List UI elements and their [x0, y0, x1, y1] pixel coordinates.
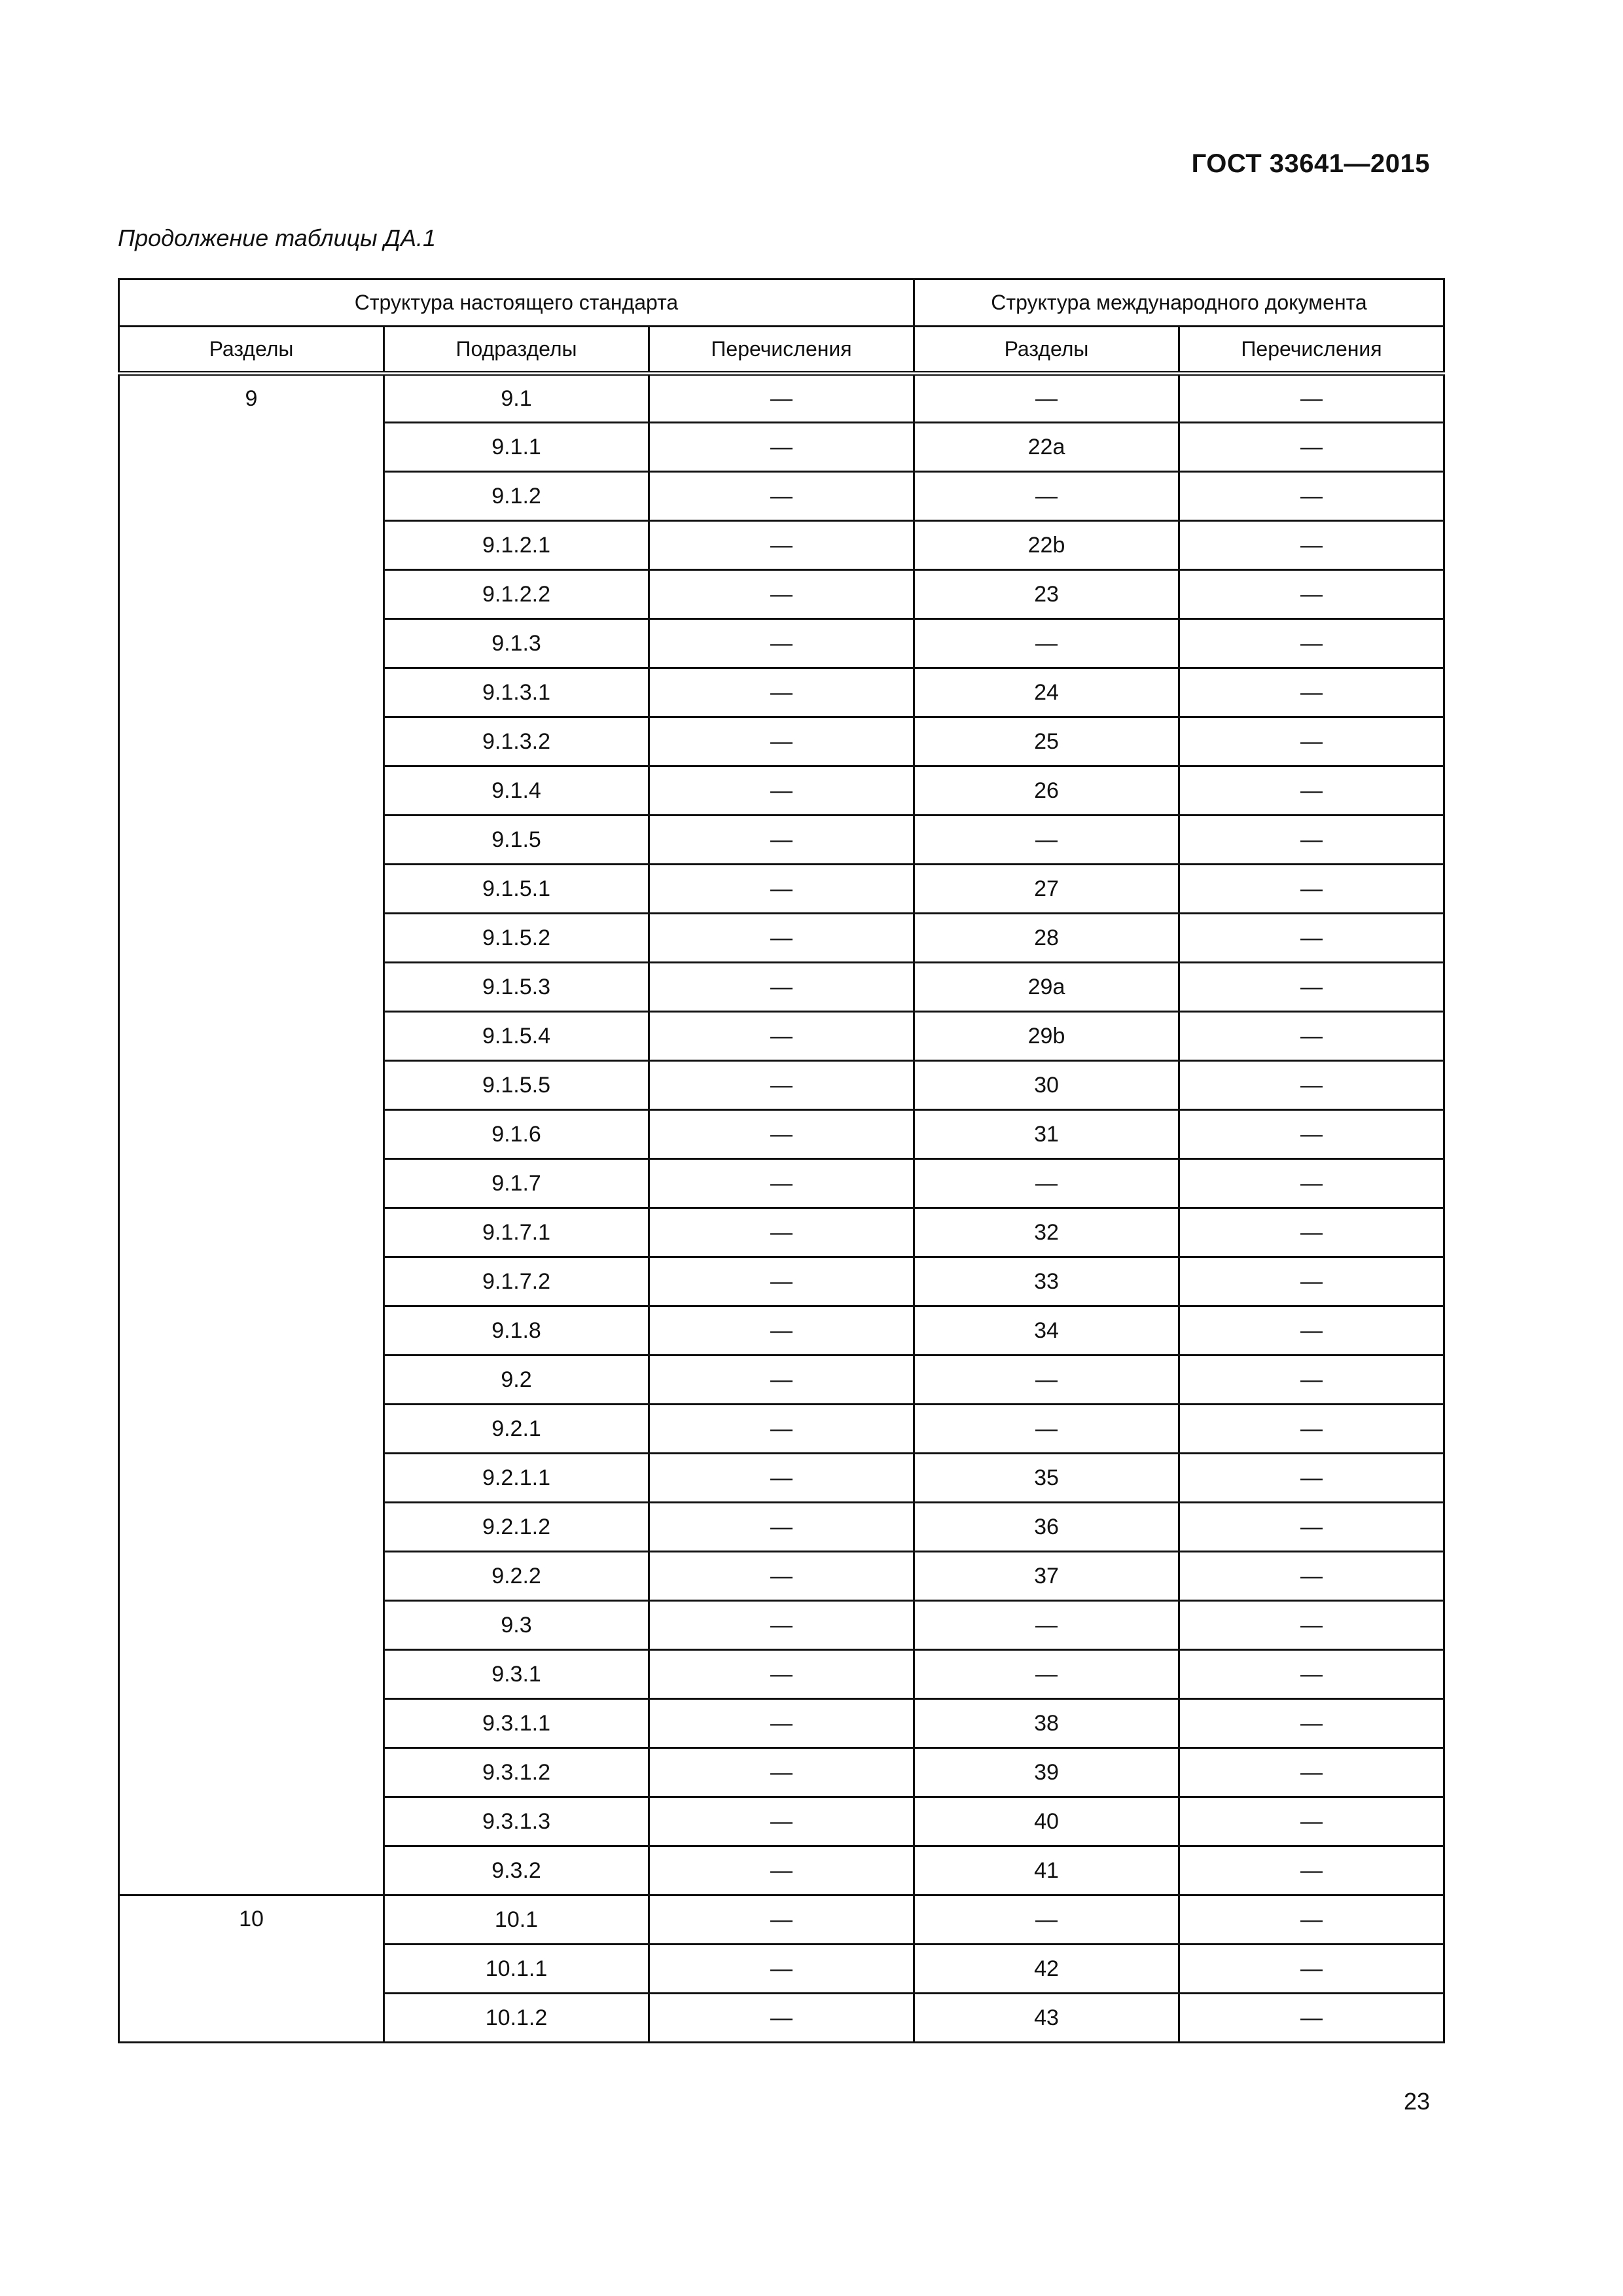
intl-section-cell: 42 [914, 1945, 1179, 1994]
intl-section-cell: 27 [914, 865, 1179, 914]
subsection-cell: 9.1.4 [384, 766, 649, 816]
subsection-cell: 9.1.2 [384, 472, 649, 521]
enumeration-cell: — [649, 1208, 914, 1257]
enumeration-cell: — [649, 570, 914, 619]
intl-enumeration-cell: — [1179, 423, 1444, 472]
subsection-cell: 9.1.3 [384, 619, 649, 668]
intl-enumeration-cell: — [1179, 865, 1444, 914]
intl-enumeration-cell: — [1179, 1846, 1444, 1895]
intl-section-cell: — [914, 619, 1179, 668]
subsection-cell: 9.1.5.3 [384, 963, 649, 1012]
enumeration-cell: — [649, 374, 914, 423]
enumeration-cell: — [649, 717, 914, 766]
enumeration-cell: — [649, 963, 914, 1012]
intl-enumeration-cell: — [1179, 1306, 1444, 1355]
intl-section-cell: 25 [914, 717, 1179, 766]
intl-enumeration-cell: — [1179, 1895, 1444, 1945]
intl-enumeration-cell: — [1179, 1159, 1444, 1208]
intl-section-cell: 24 [914, 668, 1179, 717]
enumeration-cell: — [649, 914, 914, 963]
intl-enumeration-cell: — [1179, 1355, 1444, 1405]
intl-enumeration-cell: — [1179, 717, 1444, 766]
subsection-cell: 9.2.1.2 [384, 1503, 649, 1552]
intl-enumeration-cell: — [1179, 619, 1444, 668]
intl-enumeration-cell: — [1179, 1699, 1444, 1748]
intl-section-cell: 40 [914, 1797, 1179, 1846]
subsection-cell: 9.1.2.1 [384, 521, 649, 570]
subsection-cell: 9.3 [384, 1601, 649, 1650]
enumeration-cell: — [649, 1159, 914, 1208]
table-header [119, 279, 1444, 374]
intl-enumeration-cell: — [1179, 668, 1444, 717]
intl-enumeration-cell: — [1179, 1601, 1444, 1650]
intl-enumeration-cell: — [1179, 1748, 1444, 1797]
enumeration-cell: — [649, 865, 914, 914]
subsection-cell: 10.1.1 [384, 1945, 649, 1994]
intl-section-cell: — [914, 1650, 1179, 1699]
intl-enumeration-cell: — [1179, 1208, 1444, 1257]
enumeration-cell: — [649, 1945, 914, 1994]
subsection-cell: 10.1 [384, 1895, 649, 1945]
subsection-cell: 9.3.1.1 [384, 1699, 649, 1748]
page-number: 23 [1403, 2088, 1430, 2115]
intl-enumeration-cell: — [1179, 1257, 1444, 1306]
subsection-cell: 9.1.5.1 [384, 865, 649, 914]
group-header-row [119, 279, 1444, 327]
intl-section-cell: 28 [914, 914, 1179, 963]
enumeration-cell: — [649, 472, 914, 521]
subsection-cell: 9.3.1.3 [384, 1797, 649, 1846]
section-cell: 9 [119, 374, 384, 1895]
intl-section-cell: — [914, 472, 1179, 521]
group-header-standard: Структура настоящего стандарта [119, 279, 914, 327]
enumeration-cell: — [649, 1601, 914, 1650]
enumeration-cell: — [649, 1306, 914, 1355]
enumeration-cell: — [649, 1650, 914, 1699]
intl-section-cell: 37 [914, 1552, 1179, 1601]
subsection-cell: 9.1.6 [384, 1110, 649, 1159]
enumeration-cell: — [649, 1355, 914, 1405]
subsection-cell: 9.2 [384, 1355, 649, 1405]
enumeration-cell: — [649, 816, 914, 865]
table-caption: Продолжение таблицы ДА.1 [118, 224, 437, 251]
intl-section-cell: 23 [914, 570, 1179, 619]
subsection-cell: 9.1.5 [384, 816, 649, 865]
column-header-sections: Разделы [119, 327, 384, 374]
enumeration-cell: — [649, 1012, 914, 1061]
intl-enumeration-cell: — [1179, 963, 1444, 1012]
intl-enumeration-cell: — [1179, 1945, 1444, 1994]
intl-section-cell: — [914, 816, 1179, 865]
intl-section-cell: 41 [914, 1846, 1179, 1895]
enumeration-cell: — [649, 668, 914, 717]
intl-section-cell: — [914, 1601, 1179, 1650]
subsection-cell: 9.2.1.1 [384, 1454, 649, 1503]
section-cell: 10 [119, 1895, 384, 2043]
subsection-cell: 10.1.2 [384, 1994, 649, 2043]
enumeration-cell: — [649, 1748, 914, 1797]
intl-section-cell: — [914, 1159, 1179, 1208]
subsection-cell: 9.3.1.2 [384, 1748, 649, 1797]
intl-enumeration-cell: — [1179, 1552, 1444, 1601]
intl-section-cell: 29a [914, 963, 1179, 1012]
table-body [119, 374, 1444, 2043]
subsection-cell: 9.1.7 [384, 1159, 649, 1208]
intl-enumeration-cell: — [1179, 1012, 1444, 1061]
subsection-cell: 9.1.7.2 [384, 1257, 649, 1306]
enumeration-cell: — [649, 1895, 914, 1945]
table-row [119, 1895, 1444, 1945]
column-header-subsections: Подразделы [384, 327, 649, 374]
intl-enumeration-cell: — [1179, 521, 1444, 570]
group-header-international: Структура международного документа [914, 279, 1444, 327]
intl-enumeration-cell: — [1179, 1650, 1444, 1699]
intl-section-cell: 38 [914, 1699, 1179, 1748]
document-code: ГОСТ 33641—2015 [1191, 149, 1430, 178]
subsection-cell: 9.1 [384, 374, 649, 423]
intl-section-cell: 31 [914, 1110, 1179, 1159]
intl-enumeration-cell: — [1179, 374, 1444, 423]
enumeration-cell: — [649, 1503, 914, 1552]
column-header-row [119, 327, 1444, 374]
intl-section-cell: 39 [914, 1748, 1179, 1797]
intl-section-cell: 34 [914, 1306, 1179, 1355]
subsection-cell: 9.1.2.2 [384, 570, 649, 619]
enumeration-cell: — [649, 766, 914, 816]
enumeration-cell: — [649, 1846, 914, 1895]
intl-enumeration-cell: — [1179, 766, 1444, 816]
intl-enumeration-cell: — [1179, 1454, 1444, 1503]
intl-section-cell: 43 [914, 1994, 1179, 2043]
enumeration-cell: — [649, 619, 914, 668]
intl-section-cell: — [914, 1405, 1179, 1454]
subsection-cell: 9.2.2 [384, 1552, 649, 1601]
intl-section-cell: 30 [914, 1061, 1179, 1110]
intl-section-cell: — [914, 374, 1179, 423]
subsection-cell: 9.3.1 [384, 1650, 649, 1699]
intl-section-cell: 32 [914, 1208, 1179, 1257]
intl-section-cell: 22a [914, 423, 1179, 472]
enumeration-cell: — [649, 1110, 914, 1159]
enumeration-cell: — [649, 423, 914, 472]
subsection-cell: 9.1.8 [384, 1306, 649, 1355]
enumeration-cell: — [649, 1454, 914, 1503]
column-header-enumerations: Перечисления [649, 327, 914, 374]
enumeration-cell: — [649, 1797, 914, 1846]
subsection-cell: 9.1.7.1 [384, 1208, 649, 1257]
intl-enumeration-cell: — [1179, 1994, 1444, 2043]
enumeration-cell: — [649, 1552, 914, 1601]
intl-enumeration-cell: — [1179, 1797, 1444, 1846]
column-header-intl-sections: Разделы [914, 327, 1179, 374]
intl-section-cell: 29b [914, 1012, 1179, 1061]
intl-section-cell: 36 [914, 1503, 1179, 1552]
column-header-intl-enumerations: Перечисления [1179, 327, 1444, 374]
enumeration-cell: — [649, 1405, 914, 1454]
enumeration-cell: — [649, 521, 914, 570]
intl-enumeration-cell: — [1179, 914, 1444, 963]
intl-section-cell: 33 [914, 1257, 1179, 1306]
subsection-cell: 9.1.3.2 [384, 717, 649, 766]
intl-enumeration-cell: — [1179, 1061, 1444, 1110]
intl-enumeration-cell: — [1179, 1405, 1444, 1454]
table-row [119, 374, 1444, 423]
subsection-cell: 9.1.5.5 [384, 1061, 649, 1110]
intl-section-cell: 22b [914, 521, 1179, 570]
subsection-cell: 9.1.1 [384, 423, 649, 472]
subsection-cell: 9.3.2 [384, 1846, 649, 1895]
enumeration-cell: — [649, 1994, 914, 2043]
intl-section-cell: 35 [914, 1454, 1179, 1503]
enumeration-cell: — [649, 1699, 914, 1748]
enumeration-cell: — [649, 1257, 914, 1306]
structure-mapping-table [118, 278, 1445, 2043]
intl-enumeration-cell: — [1179, 472, 1444, 521]
intl-enumeration-cell: — [1179, 1110, 1444, 1159]
intl-section-cell: — [914, 1895, 1179, 1945]
subsection-cell: 9.1.5.4 [384, 1012, 649, 1061]
intl-enumeration-cell: — [1179, 816, 1444, 865]
subsection-cell: 9.2.1 [384, 1405, 649, 1454]
intl-enumeration-cell: — [1179, 570, 1444, 619]
intl-enumeration-cell: — [1179, 1503, 1444, 1552]
enumeration-cell: — [649, 1061, 914, 1110]
subsection-cell: 9.1.3.1 [384, 668, 649, 717]
intl-section-cell: 26 [914, 766, 1179, 816]
subsection-cell: 9.1.5.2 [384, 914, 649, 963]
intl-section-cell: — [914, 1355, 1179, 1405]
